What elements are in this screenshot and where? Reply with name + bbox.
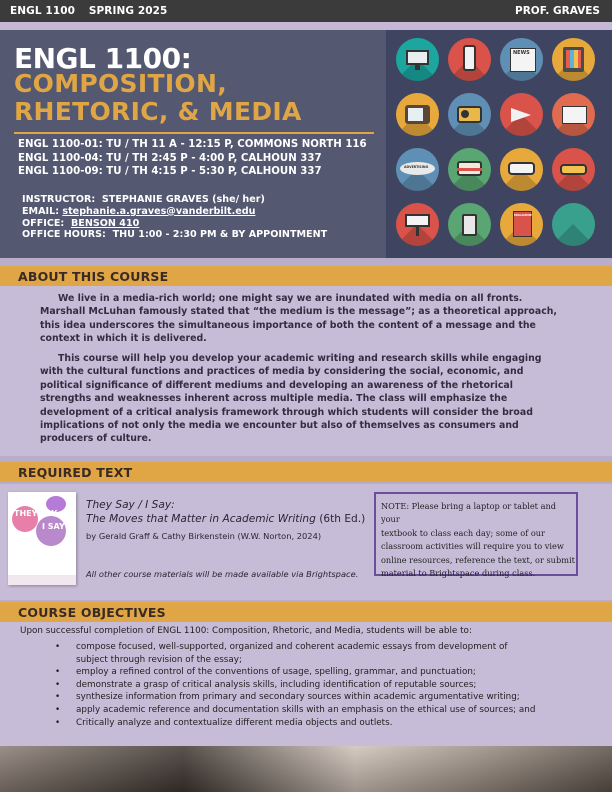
- about-paragraph-2: This course will help you develop your academic writing and research skills while engaging with the cultural functions and practices of media by considering the social, economic, and political significance of different mediums and developing an awareness of the rhetorical strengths and weaknesses inherent across multiple media. The class will emphasize the development of a critical analysis framework through which students will consider the broad implications of not only the media we encounter but also of themselves as consumers and producers of culture.: [40, 353, 542, 445]
- objectives-intro: Upon successful completion of ENGL 1100: Composition, Rhetoric, and Media, students will be able to:: [20, 626, 472, 636]
- taxi-icon: [552, 148, 595, 191]
- objective-item: • demonstrate a grasp of critical analysis skills, including identification of reputable sources;: [55, 679, 477, 690]
- hours-line: [22, 229, 327, 241]
- materials-note: All other course materials will be made available via Brightspace.: [86, 569, 359, 579]
- trash-can-icon: [448, 203, 491, 246]
- section-item: ENGL 1100-01: TU / TH 11 A - 12:15 P, COMMONS NORTH 116: [18, 139, 367, 150]
- header-professor: PROF. GRAVES: [515, 5, 600, 17]
- office-link[interactable]: BENSON 410: [70, 217, 140, 229]
- phone-icon: [448, 38, 491, 81]
- objective-item: • synthesize information from primary and secondary sources within academic argumentative writing;: [55, 692, 520, 703]
- section-list: [18, 138, 367, 179]
- hours-value: THU 1:00 - 2:30 PM & BY APPOINTMENT: [112, 229, 328, 241]
- about-paragraph-1: We live in a media-rich world; one might say we are inundated with media on all fronts. Marshall McLuhan famously stated that “the medium is the message”; as a theoretical approach, this idea underscores the simultaneous importance of both the content of a message and the context in which it is delivered.: [40, 293, 557, 345]
- note-line: online resources, reference the text, or submit: [381, 554, 575, 565]
- mail-icon: [552, 93, 595, 136]
- course-term: [10, 5, 177, 17]
- blank-circle-icon: [552, 203, 595, 246]
- note-line: textbook to class each day; some of our: [381, 527, 545, 538]
- billboard-icon: [396, 203, 439, 246]
- van-icon: [500, 148, 543, 191]
- course-title: [14, 70, 374, 126]
- hours-label: OFFICE HOURS:: [22, 229, 106, 241]
- objective-item-continued: subject through revision of the essay;: [76, 654, 242, 665]
- book-details: [86, 498, 365, 541]
- objectives-heading-bar: [0, 602, 612, 622]
- instructor-label: INSTRUCTOR:: [22, 194, 96, 205]
- hero-panel: [0, 30, 386, 258]
- office-line: [22, 218, 327, 230]
- blimp-icon: [396, 148, 439, 191]
- book-title-line1: They Say / I Say:: [86, 499, 175, 511]
- required-text-heading-bar: [0, 462, 612, 482]
- contact-info: [22, 194, 327, 241]
- book-title-line2: The Moves that Matter in Academic Writing: [86, 513, 316, 525]
- tablet-icon: [552, 38, 595, 81]
- required-text-heading: REQUIRED TEXT: [18, 465, 133, 480]
- magazine-icon: [500, 203, 543, 246]
- header-term: SPRING 2025: [88, 5, 168, 17]
- book-title: [86, 498, 365, 526]
- section-item: ENGL 1100-04: TU / TH 2:45 P - 4:00 P, CALHOUN 337: [18, 152, 322, 164]
- objective-item: • Critically analyze and contextualize different media objects and outlets.: [55, 717, 393, 728]
- course-title-line1: COMPOSITION,: [14, 69, 227, 98]
- blimp-icon-label: ADVERTISING: [404, 165, 429, 169]
- email-link[interactable]: stephanie.a.graves@vanderbilt.edu: [62, 205, 256, 217]
- media-icon-grid: [386, 30, 612, 258]
- book-cover-bottom: I SAY: [42, 522, 65, 531]
- monitor-icon: [396, 38, 439, 81]
- book-cover-image: [8, 492, 76, 585]
- news-icon-label: NEWS: [513, 50, 530, 56]
- about-heading: ABOUT THIS COURSE: [18, 269, 169, 284]
- news-icon: [500, 38, 543, 81]
- objective-item: • apply academic reference and documentation skills with an emphasis on the ethical use of sources; and: [55, 704, 536, 715]
- about-heading-bar: [0, 266, 612, 286]
- note-line: NOTE: Please bring a laptop or tablet and your: [381, 501, 556, 525]
- course-title-line2: RHETORIC, & MEDIA: [14, 97, 302, 126]
- book-title-line2-wrap: [86, 512, 365, 526]
- tv-icon: [396, 93, 439, 136]
- magazine-icon-label: MAGAZINE: [514, 213, 532, 217]
- header-divider: [0, 22, 612, 30]
- radio-icon: [448, 93, 491, 136]
- megaphone-icon: [500, 93, 543, 136]
- laptop-note-box: [374, 492, 578, 579]
- book-edition: (6th Ed.): [319, 513, 366, 525]
- top-header-bar: [0, 0, 612, 22]
- note-line: material to Brightspace during class.: [381, 568, 536, 579]
- instructor-name: STEPHANIE GRAVES (she/ her): [101, 194, 265, 205]
- about-section: [0, 286, 612, 456]
- title-underline: [14, 132, 374, 134]
- objectives-heading: COURSE OBJECTIVES: [18, 605, 166, 620]
- bus-icon: [448, 148, 491, 191]
- book-cover-top: THEY SAY: [14, 509, 58, 518]
- email-label: EMAIL:: [22, 205, 60, 217]
- objective-item: • compose focused, well-supported, organized and coherent academic essays from development of: [55, 642, 508, 652]
- note-line: classroom activities will require you to view: [381, 541, 564, 552]
- objectives-list: [55, 641, 612, 729]
- book-authors: by Gerald Graff & Cathy Birkenstein (W.W. Norton, 2024): [86, 531, 322, 541]
- required-text-section: [0, 484, 612, 600]
- office-label: OFFICE:: [22, 217, 65, 229]
- email-line: [22, 206, 327, 218]
- header-course: ENGL 1100: [10, 5, 76, 17]
- objectives-section: [0, 622, 612, 746]
- section-item: ENGL 1100-09: TU / TH 4:15 P - 5:30 P, CALHOUN 337: [18, 166, 322, 177]
- instructor-line: [22, 194, 327, 206]
- course-code: ENGL 1100:: [14, 42, 192, 75]
- objective-item: • employ a refined control of the conventions of usage, spelling, grammar, and punctuation;: [55, 667, 476, 678]
- footer-photo: [0, 746, 612, 792]
